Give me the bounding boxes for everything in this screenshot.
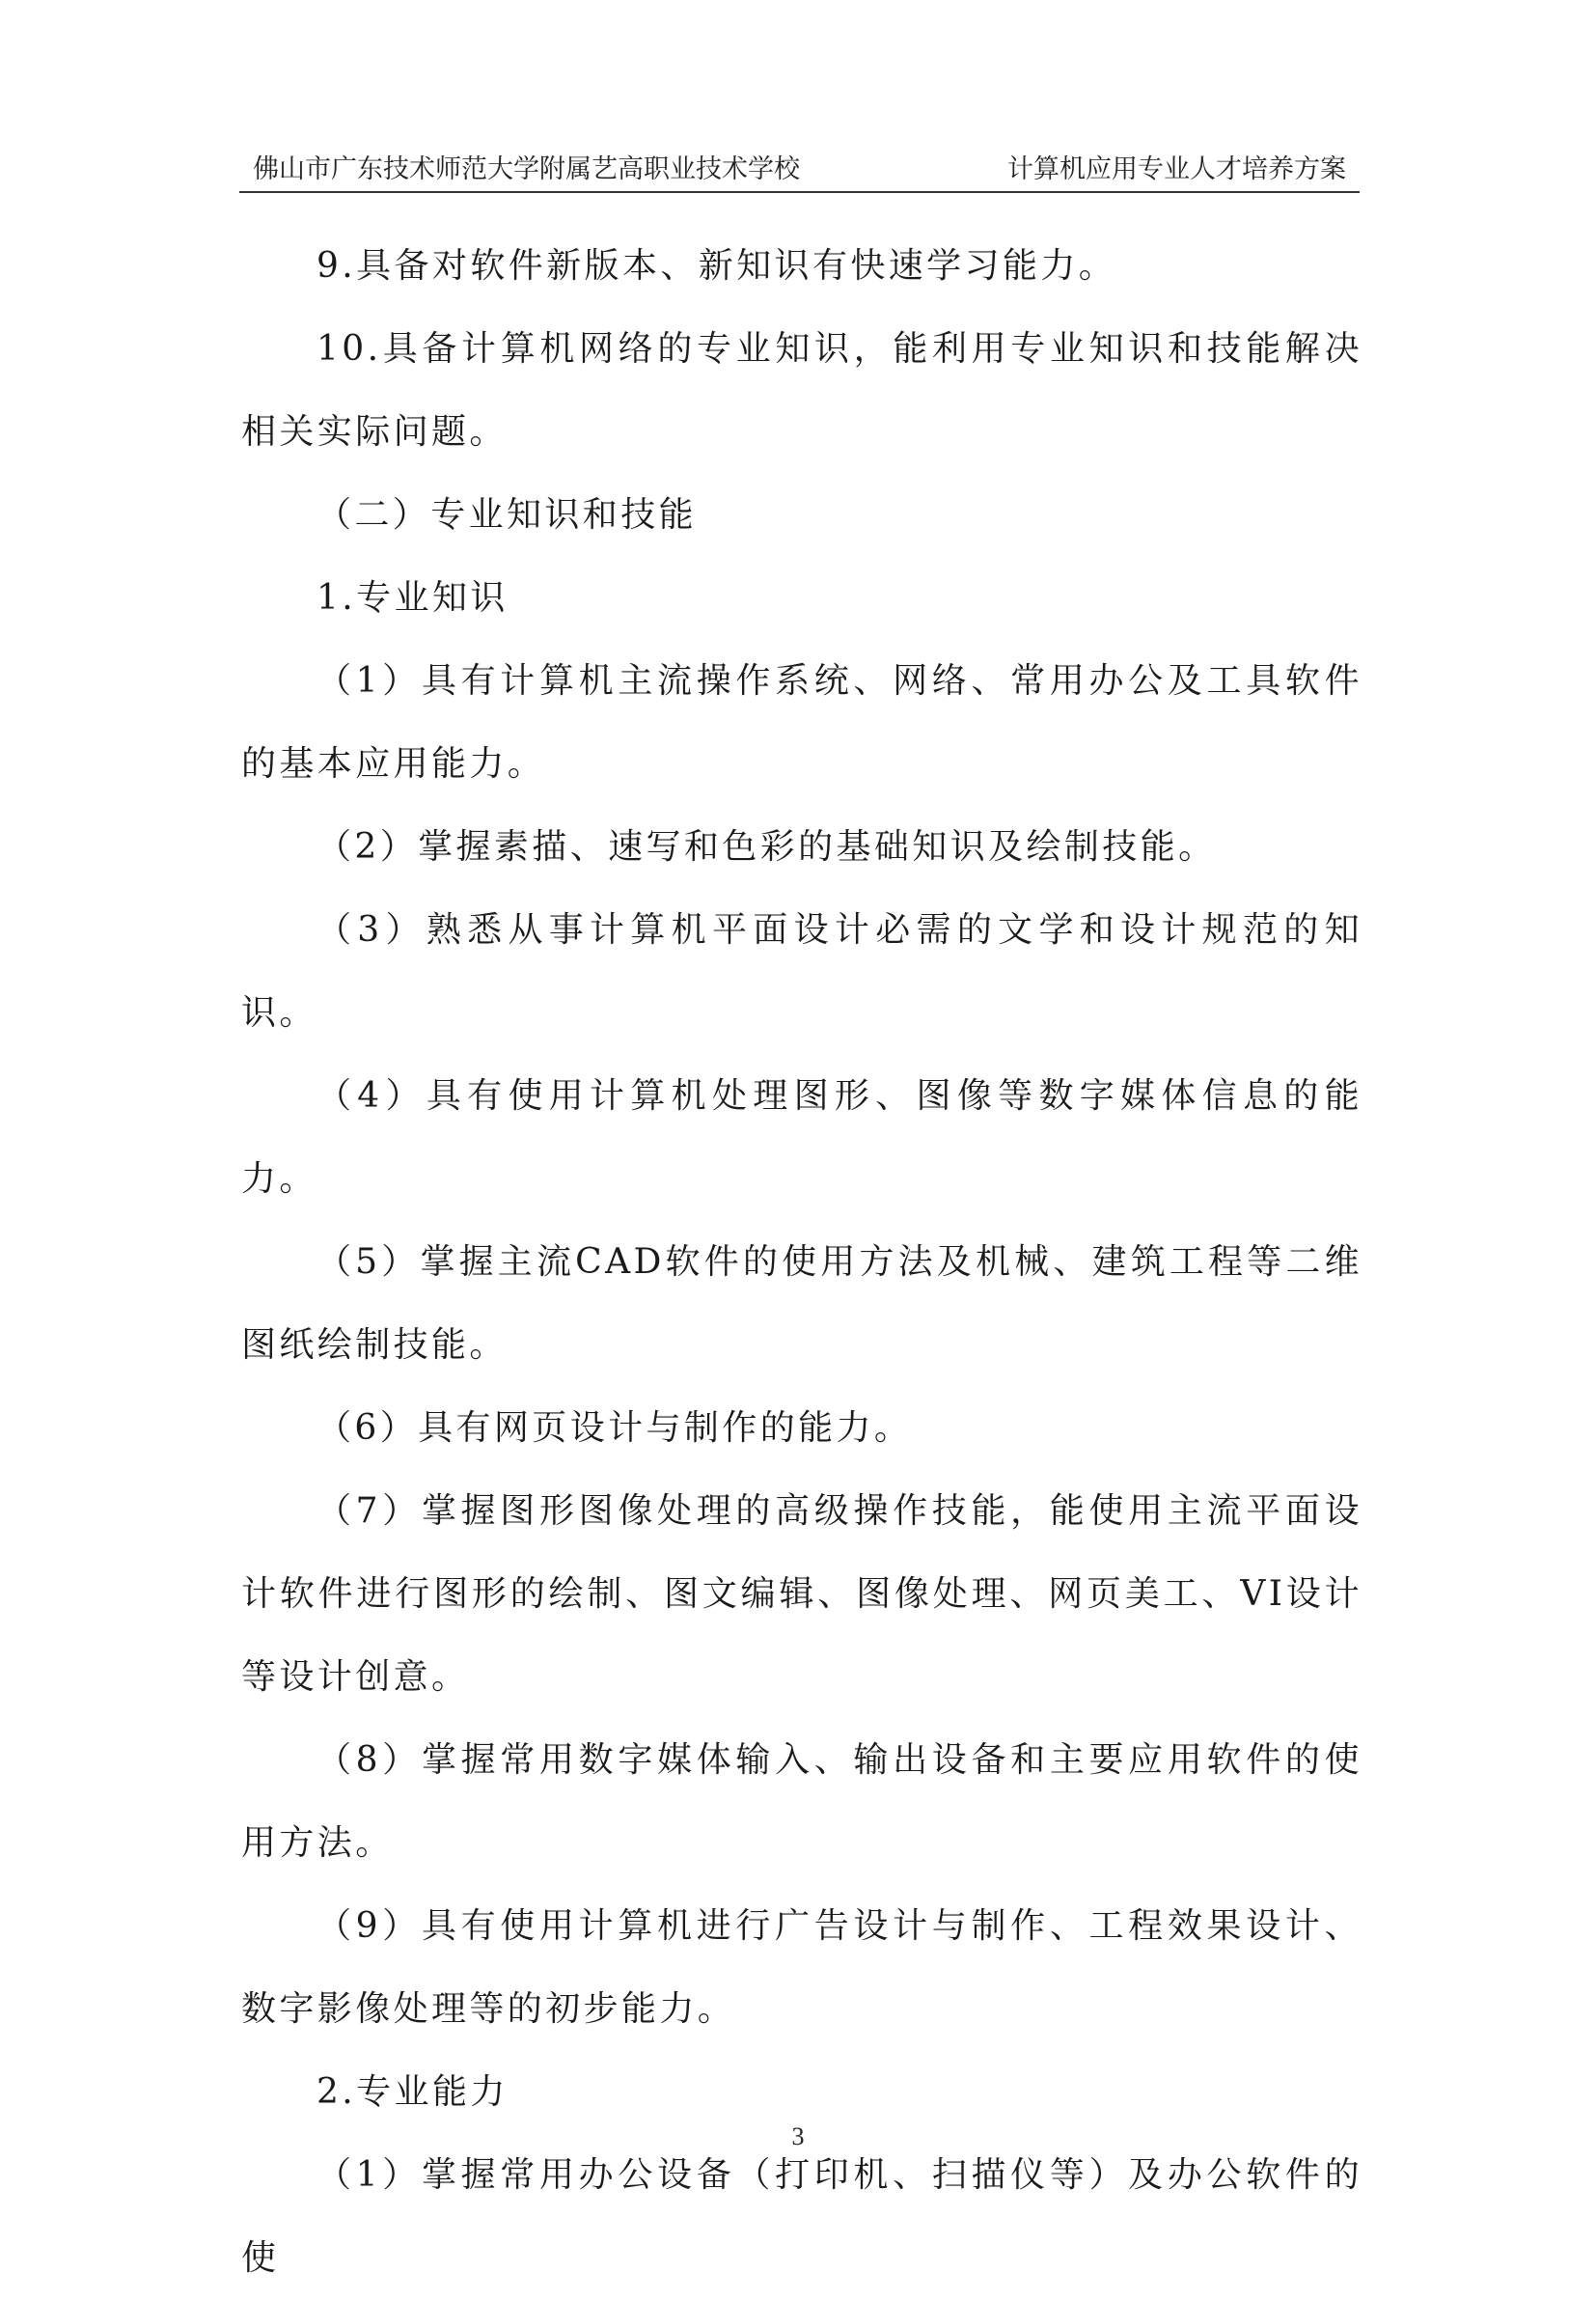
paragraph-item-9: 9.具备对软件新版本、新知识有快速学习能力。 xyxy=(316,246,1117,286)
knowledge-item-1: （1）具有计算机主流操作系统、网络、常用办公及工具软件的基本应用能力。 xyxy=(241,661,1362,784)
header-document-title: 计算机应用专业人才培养方案 xyxy=(1007,154,1346,184)
paragraph-item-10: 10.具备计算机网络的专业知识，能利用专业知识和技能解决相关实际问题。 xyxy=(241,329,1362,452)
subsection-heading-knowledge: 1.专业知识 xyxy=(316,578,509,618)
knowledge-item-4: （4）具有使用计算机处理图形、图像等数字媒体信息的能力。 xyxy=(241,1076,1362,1199)
knowledge-item-5: （5）掌握主流CAD软件的使用方法及机械、建筑工程等二维图纸绘制技能。 xyxy=(241,1242,1362,1365)
page-number: 3 xyxy=(791,2122,805,2150)
knowledge-item-8: （8）掌握常用数字媒体输入、输出设备和主要应用软件的使用方法。 xyxy=(241,1740,1362,1863)
header-rule xyxy=(239,191,1360,193)
knowledge-item-3: （3）熟悉从事计算机平面设计必需的文学和设计规范的知识。 xyxy=(241,910,1362,1033)
ability-item-1: （1）掌握常用办公设备（打印机、扫描仪等）及办公软件的使 xyxy=(241,2155,1362,2278)
page-header xyxy=(239,151,1360,189)
knowledge-item-7: （7）掌握图形图像处理的高级操作技能，能使用主流平面设计软件进行图形的绘制、图文编辑、图像处理、网页美工、VI设计等设计创意。 xyxy=(241,1491,1362,1697)
subsection-heading-ability: 2.专业能力 xyxy=(316,2072,509,2112)
knowledge-item-6: （6）具有网页设计与制作的能力。 xyxy=(316,1408,913,1448)
document-body xyxy=(241,225,1362,2300)
knowledge-item-2: （2）掌握素描、速写和色彩的基础知识及绘制技能。 xyxy=(316,827,1217,867)
header-school-name: 佛山市广东技术师范大学附属艺高职业技术学校 xyxy=(253,154,800,184)
section-heading-knowledge-skills: （二）专业知识和技能 xyxy=(316,495,698,535)
knowledge-item-9: （9）具有使用计算机进行广告设计与制作、工程效果设计、数字影像处理等的初步能力。 xyxy=(241,1906,1362,2029)
